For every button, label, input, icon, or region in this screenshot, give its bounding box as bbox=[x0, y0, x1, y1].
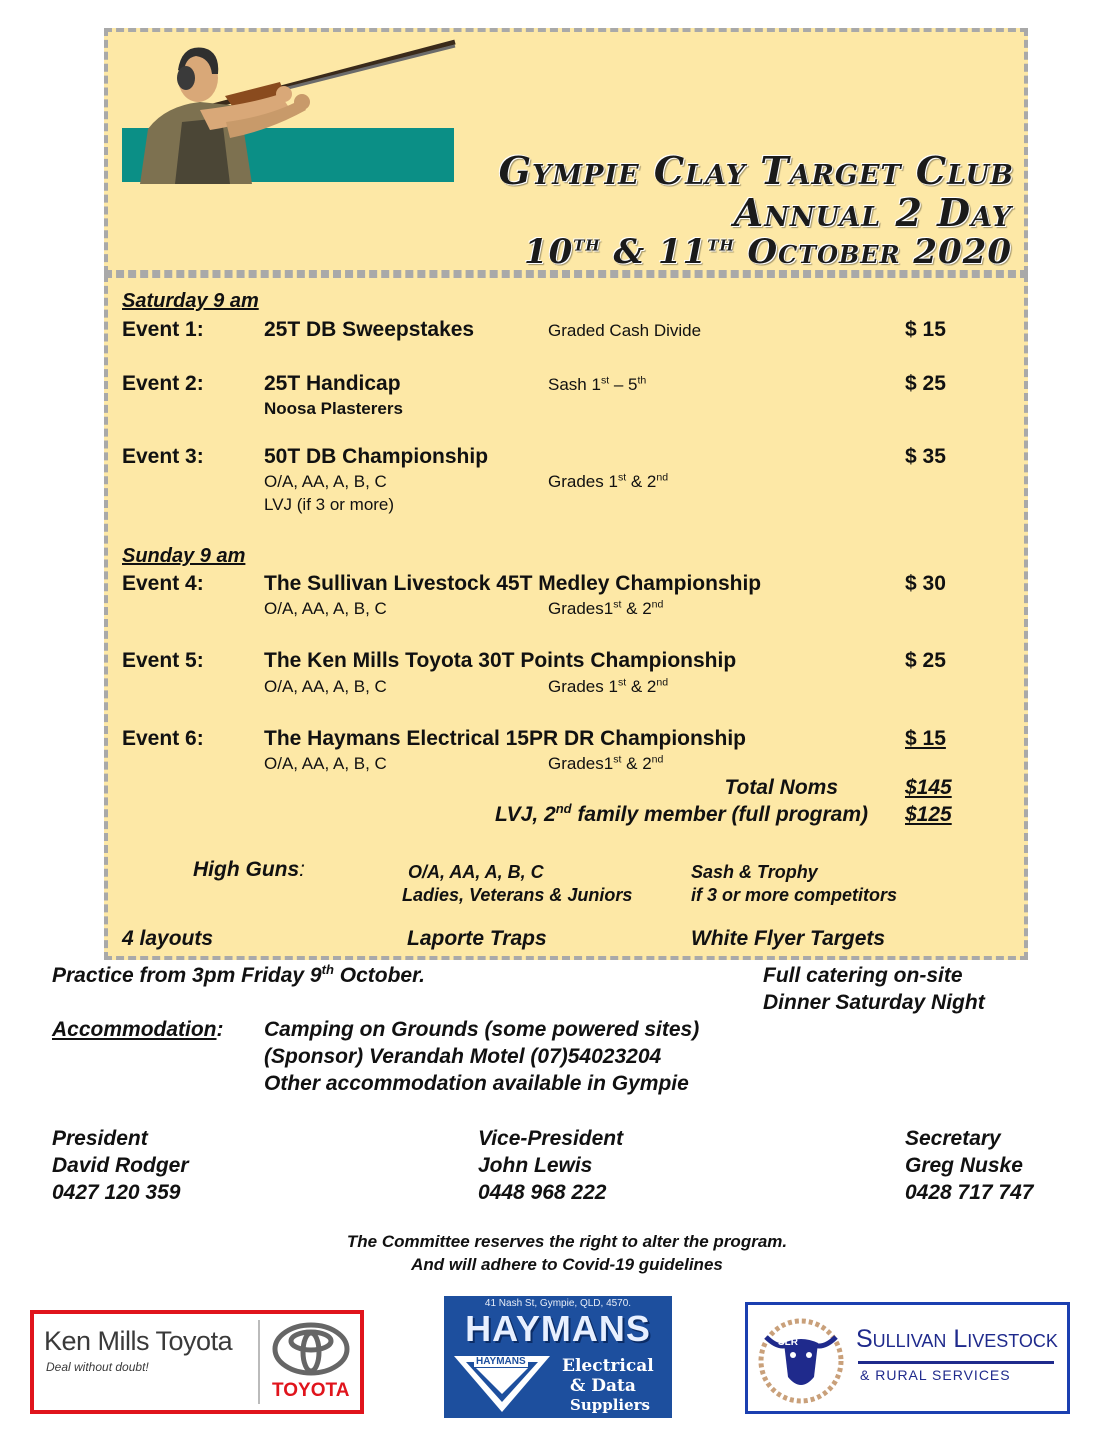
event-title: Annual 2 Day bbox=[733, 190, 1012, 235]
event-5-label: Event 5: bbox=[122, 649, 204, 672]
event-3-grades: O/A, AA, A, B, C bbox=[264, 472, 387, 491]
toyota-emblem-icon bbox=[272, 1322, 350, 1376]
event-3-label: Event 3: bbox=[122, 445, 204, 468]
targets-text: White Flyer Targets bbox=[691, 927, 886, 950]
accommodation-line: Camping on Grounds (some powered sites) bbox=[264, 1018, 700, 1041]
haymans-line-3: Suppliers bbox=[570, 1396, 651, 1414]
haymans-line-1: Electrical bbox=[562, 1356, 654, 1376]
lvj-value: $125 bbox=[905, 803, 952, 826]
total-noms-value: $145 bbox=[905, 776, 952, 799]
accommodation-label: Accommodation: bbox=[52, 1018, 224, 1041]
event-6-grades: O/A, AA, A, B, C bbox=[264, 754, 387, 773]
event-3-title: 50T DB Championship bbox=[264, 445, 489, 468]
event-1-label: Event 1: bbox=[122, 318, 204, 341]
event-4-price: $ 30 bbox=[905, 572, 946, 595]
high-guns-categories: Ladies, Veterans & Juniors bbox=[402, 885, 633, 905]
sullivan-subtitle: & RURAL SERVICES bbox=[860, 1367, 1011, 1383]
event-5-note: Grades 1st & 2nd bbox=[548, 676, 669, 696]
event-4-label: Event 4: bbox=[122, 572, 204, 595]
ken-mills-tagline: Deal without doubt! bbox=[46, 1360, 149, 1374]
event-2-note: Sash 1st – 5th bbox=[548, 374, 647, 394]
high-guns-label: High Guns: bbox=[193, 858, 306, 881]
high-guns-condition: if 3 or more competitors bbox=[691, 885, 898, 905]
total-noms-label: Total Noms bbox=[724, 776, 838, 799]
event-1-price: $ 15 bbox=[905, 318, 946, 341]
event-6-price: $ 15 bbox=[905, 727, 946, 750]
event-3-note: Grades 1st & 2nd bbox=[548, 471, 669, 491]
haymans-line-2: & Data bbox=[570, 1376, 636, 1396]
event-5-title: The Ken Mills Toyota 30T Points Championship bbox=[264, 649, 737, 672]
event-3-price: $ 35 bbox=[905, 445, 946, 468]
event-6-title: The Haymans Electrical 15PR DR Championship bbox=[264, 727, 746, 750]
accommodation-line: (Sponsor) Verandah Motel (07)54023204 bbox=[264, 1045, 662, 1068]
president-name: David Rodger bbox=[52, 1154, 189, 1177]
high-guns-prize: Sash & Trophy bbox=[691, 862, 818, 882]
practice-text: Practice from 3pm Friday 9th October. bbox=[52, 962, 425, 987]
bull-head-icon bbox=[756, 1315, 846, 1407]
vice-president-phone: 0448 968 222 bbox=[478, 1181, 607, 1204]
club-title: Gympie Clay Target Club bbox=[498, 148, 1014, 193]
event-2-label: Event 2: bbox=[122, 372, 204, 395]
logo-divider bbox=[258, 1320, 260, 1404]
event-6-note: Grades1st & 2nd bbox=[548, 753, 664, 773]
footer-disclaimer: The Committee reserves the right to alter the program. bbox=[346, 1232, 788, 1251]
president-phone: 0427 120 359 bbox=[52, 1181, 181, 1204]
event-4-note: Grades1st & 2nd bbox=[548, 598, 664, 618]
sullivan-name: Sullivan Livestock bbox=[856, 1325, 1058, 1353]
vice-president-role: Vice-President bbox=[478, 1127, 624, 1150]
sullivan-livestock-logo bbox=[745, 1302, 1070, 1414]
event-4-title: The Sullivan Livestock 45T Medley Championship bbox=[264, 572, 762, 595]
ken-mills-toyota-logo bbox=[30, 1310, 364, 1414]
lvj-label: LVJ, 2nd family member (full program) bbox=[495, 801, 868, 826]
president-role: President bbox=[52, 1127, 148, 1150]
catering-text: Full catering on-site bbox=[763, 964, 963, 987]
high-guns-grades: O/A, AA, A, B, C bbox=[408, 862, 544, 882]
event-6-label: Event 6: bbox=[122, 727, 204, 750]
event-3-extra: LVJ (if 3 or more) bbox=[264, 495, 395, 514]
event-2-sponsor: Noosa Plasterers bbox=[264, 399, 403, 418]
traps-text: Laporte Traps bbox=[407, 927, 547, 950]
footer-covid-note: And will adhere to Covid-19 guidelines bbox=[411, 1255, 723, 1274]
haymans-small-name: HAYMANS bbox=[476, 1356, 526, 1367]
sullivan-rule bbox=[858, 1361, 1054, 1364]
sullivan-monogram: SLR bbox=[778, 1337, 798, 1348]
haymans-name: HAYMANS bbox=[465, 1308, 651, 1349]
event-2-price: $ 25 bbox=[905, 372, 946, 395]
sunday-heading: Sunday 9 am bbox=[122, 545, 246, 567]
event-5-price: $ 25 bbox=[905, 649, 946, 672]
layouts-text: 4 layouts bbox=[122, 927, 214, 950]
event-5-grades: O/A, AA, A, B, C bbox=[264, 677, 387, 696]
event-dates: 10th & 11th October 2020 bbox=[523, 230, 1012, 272]
event-2-title: 25T Handicap bbox=[264, 372, 401, 395]
event-1-title: 25T DB Sweepstakes bbox=[264, 318, 475, 341]
toyota-brand: TOYOTA bbox=[272, 1380, 350, 1401]
clay-shooter-illustration bbox=[130, 34, 460, 184]
ken-mills-name: Ken Mills Toyota bbox=[44, 1326, 233, 1356]
dinner-text: Dinner Saturday Night bbox=[763, 991, 985, 1014]
event-4-grades: O/A, AA, A, B, C bbox=[264, 599, 387, 618]
vice-president-name: John Lewis bbox=[478, 1154, 593, 1177]
event-1-note: Graded Cash Divide bbox=[548, 321, 702, 340]
haymans-address: 41 Nash St, Gympie, QLD, 4570. bbox=[484, 1298, 632, 1309]
saturday-heading: Saturday 9 am bbox=[122, 290, 259, 312]
haymans-logo bbox=[444, 1296, 672, 1418]
secretary-role: Secretary bbox=[905, 1127, 1001, 1150]
secretary-name: Greg Nuske bbox=[905, 1154, 1023, 1177]
accommodation-line: Other accommodation available in Gympie bbox=[264, 1072, 689, 1095]
secretary-phone: 0428 717 747 bbox=[905, 1181, 1034, 1204]
